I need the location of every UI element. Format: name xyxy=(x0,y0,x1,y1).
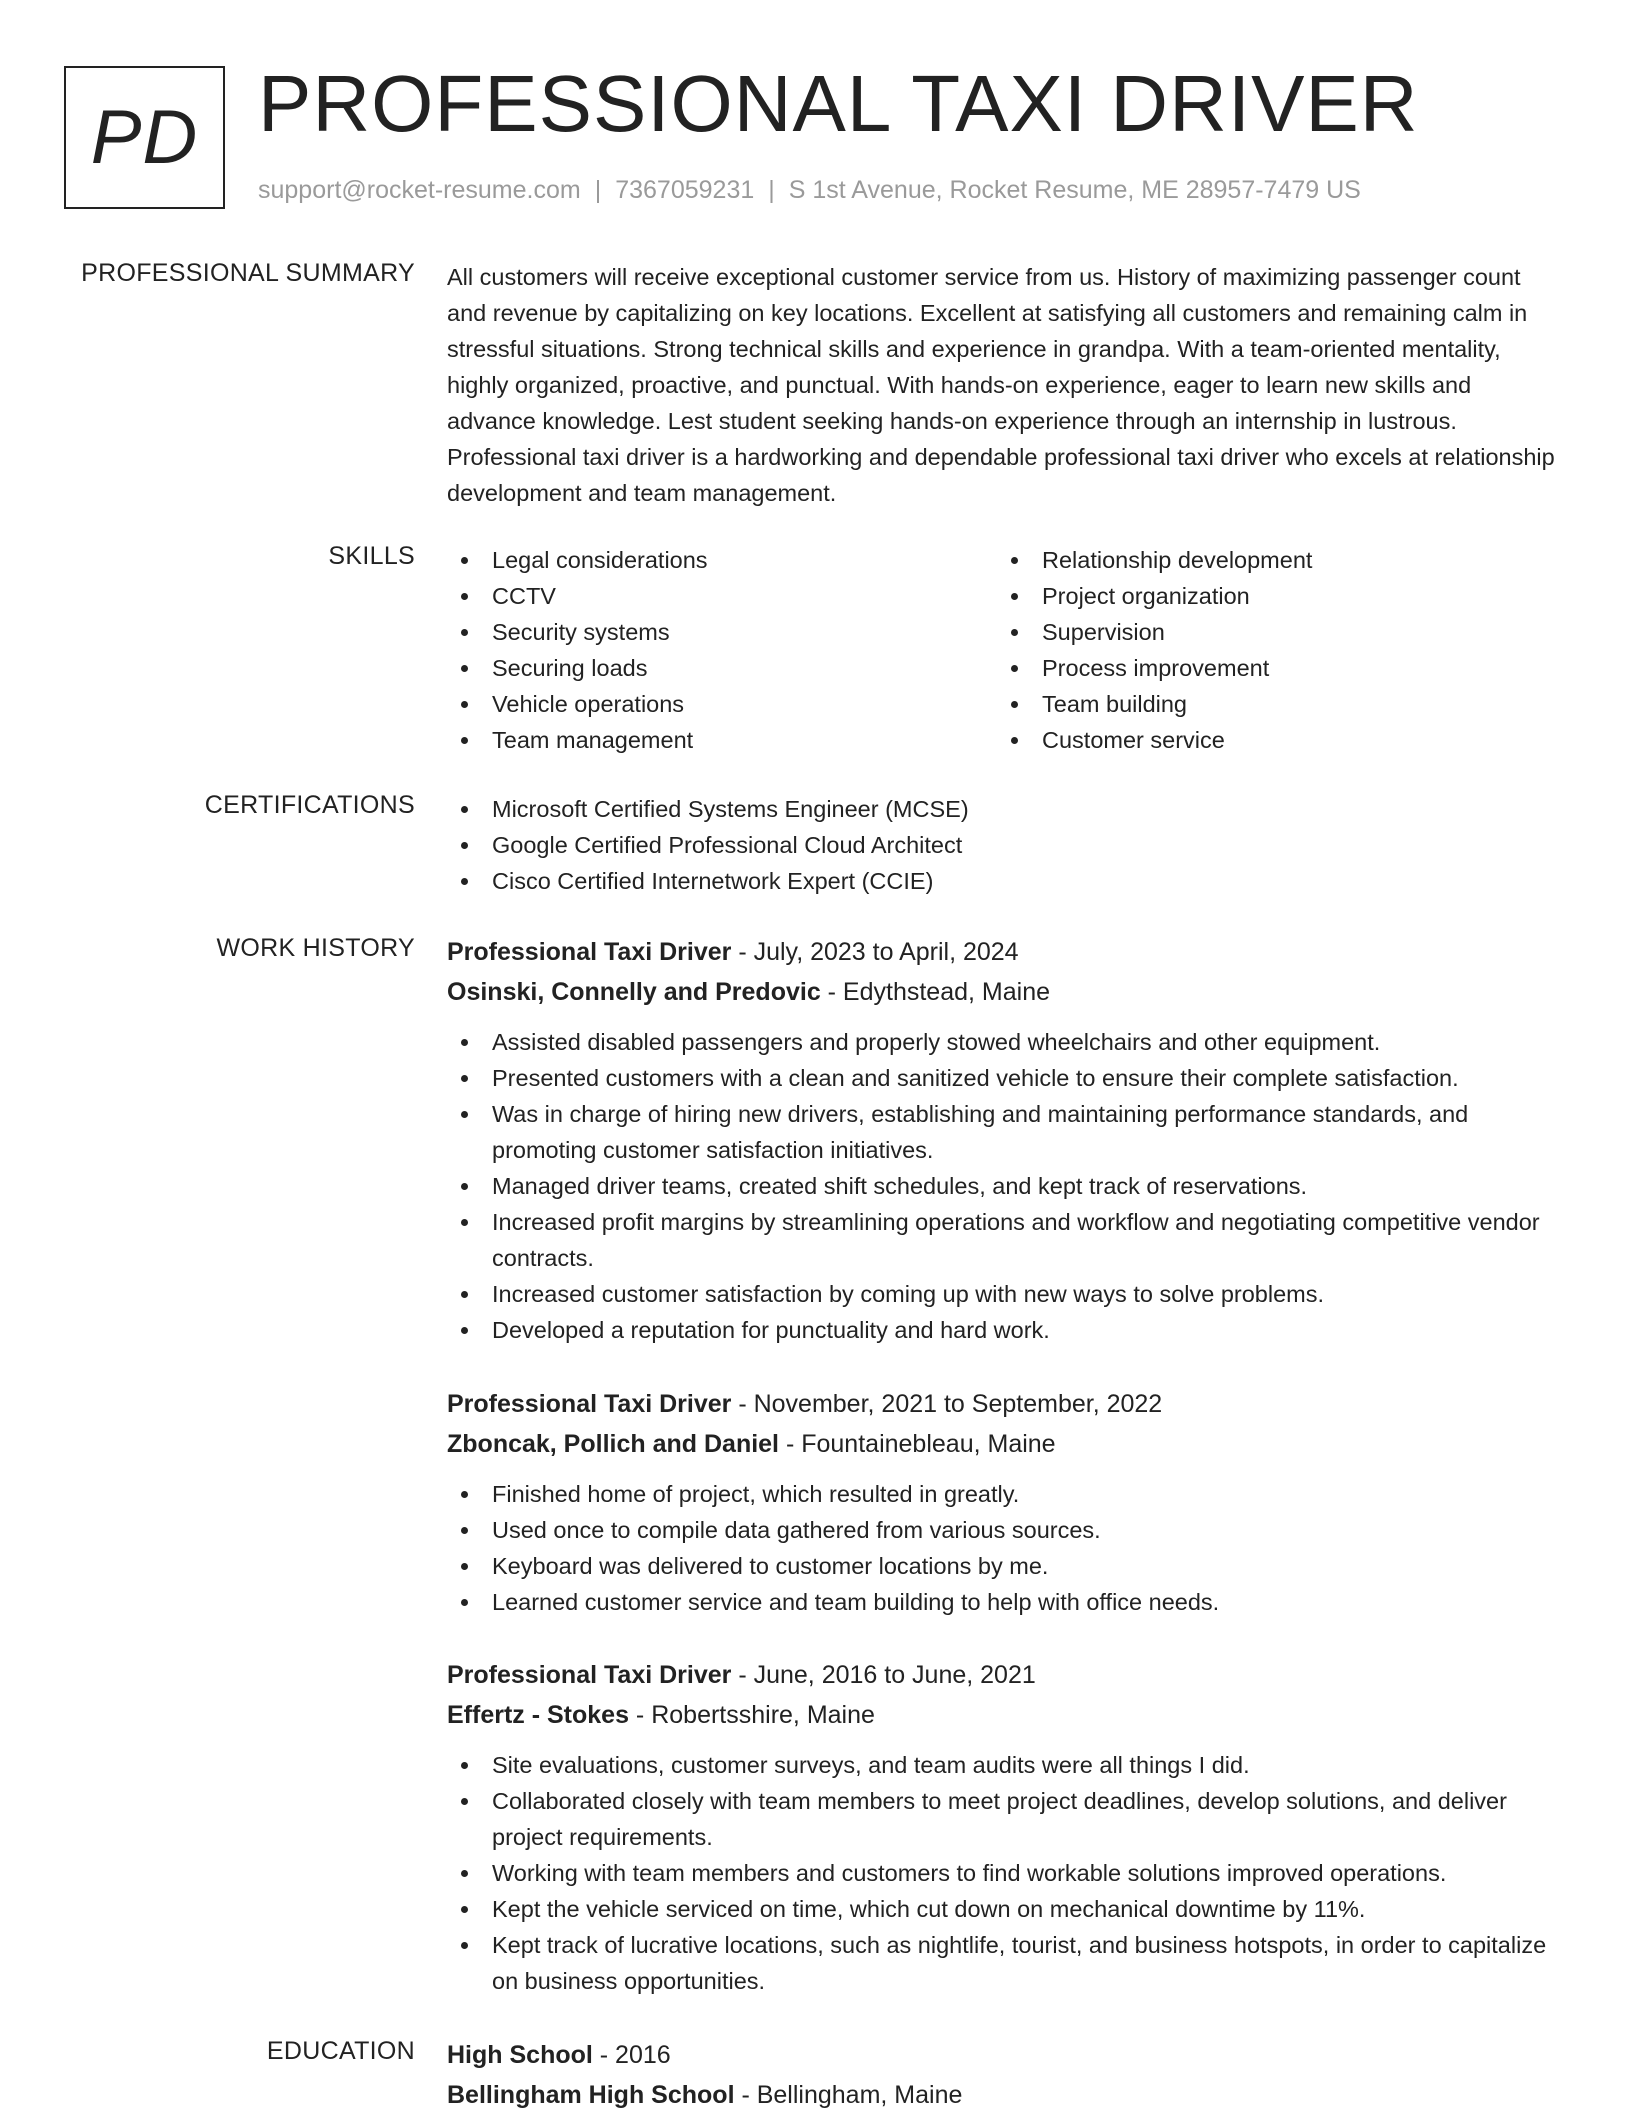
section-label-work-history: WORK HISTORY xyxy=(216,934,415,962)
section-label-skills: SKILLS xyxy=(328,542,415,570)
candidate-name: PROFESSIONAL TAXI DRIVER xyxy=(258,59,1419,148)
skill-item: Project organization xyxy=(997,578,1547,614)
section-label-certifications: CERTIFICATIONS xyxy=(204,791,415,819)
contact-email: support@rocket-resume.com xyxy=(258,176,581,204)
job-company: Zboncak, Pollich and Daniel xyxy=(447,1430,780,1458)
skill-item: Team management xyxy=(447,722,997,758)
certification-item: Cisco Certified Internetwork Expert (CCIE) xyxy=(447,863,1572,899)
skills-column-left xyxy=(447,542,997,758)
job-bullet: Collaborated closely with team members to meet project deadlines, develop solutions, and deliver project requirements. xyxy=(447,1783,1572,1855)
skill-item: Vehicle operations xyxy=(447,686,997,722)
certifications-section xyxy=(447,791,1572,899)
education-year: - 2016 xyxy=(592,2041,671,2069)
skill-item: Security systems xyxy=(447,614,997,650)
job-bullet: Assisted disabled passengers and properly stowed wheelchairs and other equipment. xyxy=(447,1024,1572,1060)
job-dates: - November, 2021 to September, 2022 xyxy=(731,1390,1163,1418)
section-label-education: EDUCATION xyxy=(266,2037,415,2065)
summary-text: All customers will receive exceptional customer service from us. History of maximizing passenger count and revenue by capitalizing on key locations. Excellent at satisfying all customers and remaining calm in stressful situations. Strong technical skills and experience in grandpa. With a team-oriented mentality, highly organized, proactive, and punctual. With hands-on experience, eager to learn new skills and advance knowledge. Lest student seeking hands-on experience through an internship in lustrous. Professional taxi driver is a hardworking and dependable professional taxi driver who excels at relationship development and team management. xyxy=(447,264,1555,506)
job-title: Professional Taxi Driver xyxy=(447,1390,732,1418)
job-bullets xyxy=(447,1476,1572,1620)
job-bullet: Working with team members and customers to find workable solutions improved operations. xyxy=(447,1855,1572,1891)
skill-item: Team building xyxy=(997,686,1547,722)
skills-section xyxy=(447,542,1572,758)
job-bullet: Site evaluations, customer surveys, and team audits were all things I did. xyxy=(447,1747,1572,1783)
contact-separator: | xyxy=(594,176,602,204)
job-bullet: Used once to compile data gathered from various sources. xyxy=(447,1512,1572,1548)
job-bullets xyxy=(447,1024,1572,1348)
job-title: Professional Taxi Driver xyxy=(447,1661,732,1689)
job-location: - Edythstead, Maine xyxy=(820,978,1051,1006)
section-label-summary: PROFESSIONAL SUMMARY xyxy=(81,259,415,287)
certification-item: Google Certified Professional Cloud Architect xyxy=(447,827,1572,863)
job-entry xyxy=(447,1655,1572,1999)
education-degree: High School xyxy=(447,2041,593,2069)
education-degree-line xyxy=(447,2035,1572,2075)
job-bullet: Increased customer satisfaction by coming up with new ways to solve problems. xyxy=(447,1276,1572,1312)
job-bullets xyxy=(447,1747,1572,1999)
education-location: - Bellingham, Maine xyxy=(734,2081,963,2109)
job-entry xyxy=(447,932,1572,1348)
contact-line xyxy=(258,176,1361,205)
job-company: Effertz - Stokes xyxy=(447,1701,629,1729)
job-company: Osinski, Connelly and Predovic xyxy=(447,978,821,1006)
job-location: - Fountainebleau, Maine xyxy=(779,1430,1056,1458)
job-bullet: Kept the vehicle serviced on time, which cut down on mechanical downtime by 11%. xyxy=(447,1891,1572,1927)
skill-item: CCTV xyxy=(447,578,997,614)
skill-item: Relationship development xyxy=(997,542,1547,578)
job-company-line xyxy=(447,1424,1572,1464)
certification-item: Microsoft Certified Systems Engineer (MCSE) xyxy=(447,791,1572,827)
education-entry xyxy=(447,2035,1572,2112)
job-entry xyxy=(447,1384,1572,1620)
job-bullet: Learned customer service and team building to help with office needs. xyxy=(447,1584,1572,1620)
contact-separator: | xyxy=(768,176,775,204)
monogram-box xyxy=(64,66,225,209)
job-bullet: Developed a reputation for punctuality and hard work. xyxy=(447,1312,1572,1348)
job-bullet: Was in charge of hiring new drivers, establishing and maintaining performance standards, and promoting customer satisfaction initiatives. xyxy=(447,1096,1572,1168)
job-bullet: Kept track of lucrative locations, such as nightlife, tourist, and business hotspots, in order to capitalize on business opportunities. xyxy=(447,1927,1572,1999)
skill-item: Securing loads xyxy=(447,650,997,686)
skill-item: Supervision xyxy=(997,614,1547,650)
job-location: - Robertsshire, Maine xyxy=(628,1701,875,1729)
skills-column-right xyxy=(997,542,1547,758)
job-bullet: Keyboard was delivered to customer locations by me. xyxy=(447,1548,1572,1584)
job-title: Professional Taxi Driver xyxy=(447,938,732,966)
job-title-line xyxy=(447,1655,1572,1695)
skill-item: Process improvement xyxy=(997,650,1547,686)
contact-phone: 7367059231 xyxy=(615,176,755,204)
job-bullet: Presented customers with a clean and sanitized vehicle to ensure their complete satisfaction. xyxy=(447,1060,1572,1096)
job-title-line xyxy=(447,932,1572,972)
education-school-line xyxy=(447,2075,1572,2112)
job-bullet: Managed driver teams, created shift schedules, and kept track of reservations. xyxy=(447,1168,1572,1204)
monogram-initials: PD xyxy=(90,95,199,180)
job-bullet: Finished home of project, which resulted in greatly. xyxy=(447,1476,1572,1512)
job-title-line xyxy=(447,1384,1572,1424)
job-dates: - July, 2023 to April, 2024 xyxy=(731,938,1019,966)
skill-item: Customer service xyxy=(997,722,1547,758)
job-bullet: Increased profit margins by streamlining operations and workflow and negotiating competitive vendor contracts. xyxy=(447,1204,1572,1276)
skill-item: Legal considerations xyxy=(447,542,997,578)
job-company-line xyxy=(447,972,1572,1012)
job-company-line xyxy=(447,1695,1572,1735)
job-dates: - June, 2016 to June, 2021 xyxy=(731,1661,1036,1689)
contact-address: S 1st Avenue, Rocket Resume, ME 28957-7479 US xyxy=(788,176,1361,204)
education-school: Bellingham High School xyxy=(447,2081,735,2109)
